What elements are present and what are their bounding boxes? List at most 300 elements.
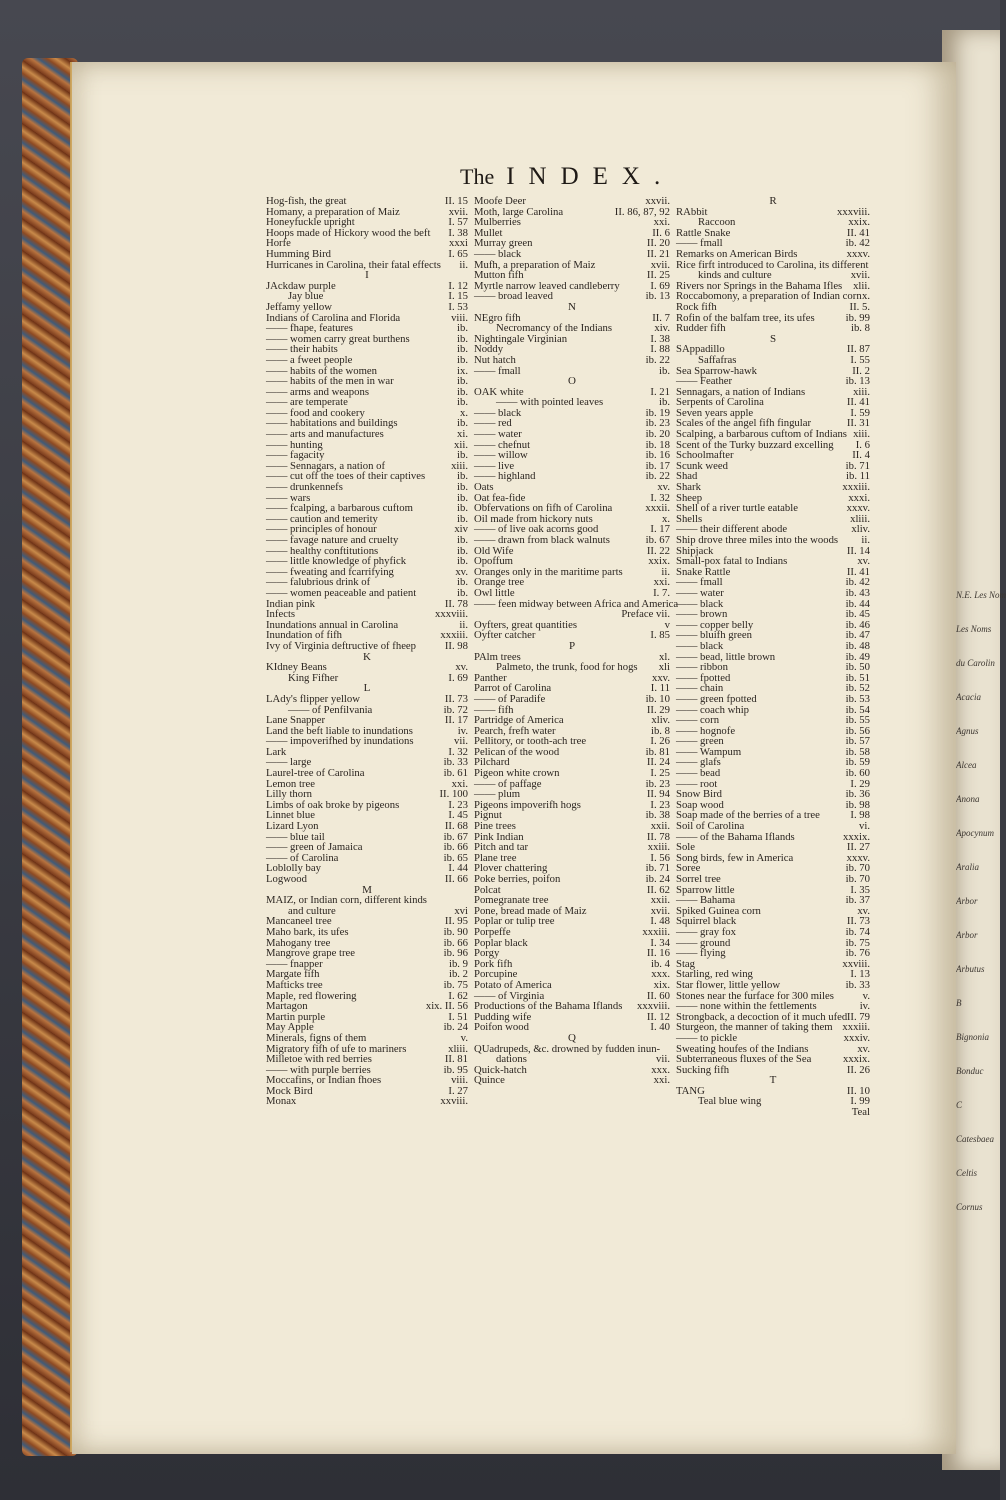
index-entry-page-ref: ib. 19 [645, 406, 670, 419]
index-entry-page-ref: II. 78 [646, 830, 670, 843]
index-entry-term: Maho bark, its ufes [266, 925, 349, 938]
index-entry-page-ref: xvii. [448, 205, 468, 218]
index-entry-page-ref: ib. 65 [443, 851, 468, 864]
index-entry-page-ref: ib. [457, 555, 468, 568]
index-entry-page-ref: ib. 13 [845, 375, 870, 388]
index-letter-heading: O [568, 375, 576, 388]
index-entry-term: Lizard Lyon [266, 820, 319, 833]
index-entry-page-ref: xv. [455, 661, 468, 674]
index-entry [266, 535, 468, 546]
index-entry-term: Soree [676, 862, 701, 875]
index-entry-term: Rock fifh [676, 300, 717, 313]
index-entry-page-ref: xxx. [651, 1063, 670, 1076]
index-entry-term: MAIZ, or Indian corn, different kinds [266, 894, 427, 907]
index-entry-term: —— their habits [266, 343, 338, 356]
index-entry-term: Humming Bird [266, 247, 332, 260]
index-entry-page-ref: ib. 36 [845, 788, 870, 801]
index-entry-page-ref: vii. [656, 1053, 670, 1066]
index-entry-term: —— green of Jamaica [266, 841, 363, 854]
index-entry-page-ref: I. 59 [850, 406, 870, 419]
index-entry-term: Starling, red wing [676, 968, 753, 981]
index-entry-term: Palmeto, the trunk, food for hogs [496, 661, 638, 674]
index-entry-term: —— feen midway between Africa and America [474, 597, 679, 610]
index-entry-page-ref: ib. 52 [845, 682, 870, 695]
index-entry-term: Pearch, frefh water [474, 724, 556, 737]
index-entry-term: King Fifher [288, 671, 339, 684]
index-letter-heading: K [363, 650, 371, 663]
index-entry-term: JAckdaw purple [266, 279, 336, 292]
index-entry-page-ref: xl. [659, 650, 670, 663]
index-entry-term: Serpents of Carolina [676, 396, 764, 409]
index-entry-page-ref: ib. 72 [443, 703, 468, 716]
index-entry-term: Soil of Carolina [676, 820, 745, 833]
title-word: INDEX. [506, 163, 675, 190]
index-entry-page-ref: xxviii. [842, 957, 870, 970]
index-entry-page-ref: ib. 67 [443, 830, 468, 843]
index-entry-page-ref: I. 69 [448, 671, 468, 684]
index-entry-page-ref: II. 4 [852, 449, 870, 462]
index-entry-page-ref: II. 10 [846, 1084, 870, 1097]
index-entry-term: —— wars [266, 491, 311, 504]
index-entry [474, 874, 670, 885]
index-entry-page-ref: II. 12 [646, 1010, 670, 1023]
index-entry-page-ref: xv. [657, 481, 670, 494]
index-entry-term: Moofe Deer [474, 195, 526, 207]
index-entry-term: May Apple [266, 1021, 314, 1034]
index-entry-page-ref: ib. [457, 586, 468, 599]
index-entry-term: Mulberries [474, 216, 521, 229]
index-entry-term: —— coach whip [676, 703, 750, 716]
index-entry-page-ref: xi. [457, 428, 468, 441]
index-entry-term: —— water [676, 586, 724, 599]
index-entry-term: Moth, large Carolina [474, 205, 564, 218]
index-entry [474, 927, 670, 938]
index-entry-page-ref: Preface vii. [621, 608, 670, 621]
index-entry-page-ref: xv. [857, 904, 870, 917]
index-entry-page-ref: II. 73 [846, 915, 870, 928]
index-entry [676, 535, 870, 546]
index-entry-term: Polcat [474, 883, 501, 896]
index-entry [676, 588, 870, 599]
index-entry [474, 1075, 670, 1086]
index-entry-page-ref: xxix. [848, 216, 870, 229]
index-entry-term: —— black [676, 639, 724, 652]
index-entry-term: —— fhape, features [266, 322, 353, 335]
index-entry-page-ref: ib. 24 [645, 873, 670, 885]
index-entry-page-ref: xxxiv. [843, 1031, 870, 1044]
index-entry-page-ref: viii. [451, 311, 468, 324]
index-entry-page-ref: xxi. [653, 576, 670, 589]
index-entry-page-ref: xliii. [448, 1042, 468, 1055]
index-entry-term: kinds and culture [698, 269, 772, 282]
margin-note: N.E. Les Nom [956, 590, 1006, 600]
index-entry-page-ref: ib. 70 [845, 873, 870, 885]
index-entry-page-ref: xxxviii. [637, 1000, 670, 1013]
index-entry-term: —— bead [676, 767, 721, 780]
index-entry [266, 874, 468, 885]
index-entry [676, 482, 870, 493]
index-entry-term: Mancaneel tree [266, 915, 332, 928]
index-entry-page-ref: I. 85 [650, 629, 670, 642]
index-entry [676, 694, 870, 705]
index-entry-page-ref: I. 51 [448, 1010, 468, 1023]
index-entry-term: Sucking fifh [676, 1063, 730, 1076]
index-entry-term: dations [496, 1053, 527, 1066]
index-entry-page-ref: ib. 11 [846, 470, 870, 483]
index-entry-term: Sturgeon, the manner of taking them [676, 1021, 833, 1034]
index-entry-term: Lilly thorn [266, 788, 313, 801]
index-entry-term: Poke berries, poifon [474, 873, 561, 885]
index-entry-page-ref: I. 53 [448, 300, 468, 313]
index-entry-term: Remarks on American Birds [676, 247, 798, 260]
index-entry-term: Scunk weed [676, 459, 728, 472]
index-entry-page-ref: ib. 44 [845, 597, 870, 610]
index-entry-page-ref: ib. 4 [650, 957, 670, 970]
index-entry-term: Pignut [474, 809, 502, 822]
index-entry-term: —— green fpotted [676, 692, 757, 705]
index-entry-page-ref: II. 5. [849, 300, 870, 313]
index-entry-term: —— habitations and buildings [266, 417, 398, 430]
index-entry-page-ref: xxv. [651, 671, 670, 684]
index-entry [474, 471, 670, 482]
index-entry-page-ref: I. 11 [650, 682, 670, 695]
index-entry-term: TANG [676, 1084, 705, 1097]
index-entry-term: Inundation of fifh [266, 629, 342, 642]
index-entry-term: —— fmall [676, 576, 723, 589]
index-entry-page-ref: ib. 23 [645, 417, 670, 430]
index-letter-heading: T [769, 1074, 777, 1087]
index-entry-page-ref: ib. 8 [650, 724, 670, 737]
index-entry-page-ref: I. 12 [448, 279, 468, 292]
index-entry-term: —— of paffage [474, 777, 542, 790]
index-entry-page-ref: I. 40 [650, 1021, 670, 1034]
index-entry [676, 1107, 870, 1118]
index-entry-term: —— fweating and fcarrifying [266, 565, 394, 578]
index-entry-page-ref: ib. [659, 396, 670, 409]
index-entry-term: Moccafins, or Indian fhoes [266, 1074, 382, 1087]
index-entry-page-ref: ib. 71 [645, 862, 670, 875]
index-entry-page-ref: xxxi [448, 237, 468, 250]
index-entry-page-ref: ib. 45 [845, 608, 870, 621]
index-entry-term: —— fnapper [266, 957, 323, 970]
index-entry [266, 588, 468, 599]
index-entry-term: PAlm trees [474, 650, 521, 663]
index-entry-page-ref: ib. 60 [845, 767, 870, 780]
index-entry [474, 980, 670, 991]
index-entry-term: Ship drove three miles into the woods [676, 534, 839, 546]
index-entry-page-ref: I. 55 [850, 353, 870, 366]
index-entry-page-ref: ib. 51 [845, 671, 870, 684]
index-letter-heading: L [363, 682, 371, 695]
index-entry-page-ref: xiii. [853, 428, 870, 441]
index-entry-term: Monax [266, 1095, 297, 1108]
margin-note: B [956, 998, 962, 1008]
index-entry-term: Productions of the Bahama Iflands [474, 1000, 623, 1013]
index-entry-term: —— drunkennefs [266, 481, 343, 494]
index-entry-term: Shell of a river turtle eatable [676, 502, 798, 515]
index-entry-page-ref: ib. 22 [645, 470, 670, 483]
index-entry-page-ref: ib. [457, 491, 468, 504]
index-entry [474, 196, 670, 207]
index-entry [474, 334, 670, 345]
index-entry-term: —— water [474, 428, 522, 441]
index-entry-term: —— hunting [266, 438, 323, 451]
index-entry-page-ref: ib. 70 [845, 862, 870, 875]
index-entry-term: —— of the Bahama Iflands [676, 830, 795, 843]
index-entry-term: Song birds, few in America [676, 851, 794, 864]
index-entry-term: Oyfters, great quantities [474, 618, 577, 631]
index-entry-page-ref: ib. 59 [845, 756, 870, 769]
index-entry-term: Noddy [474, 343, 504, 356]
index-entry [474, 694, 670, 705]
index-entry-page-ref: I. 98 [850, 809, 870, 822]
index-entry-page-ref: xliv. [651, 714, 670, 727]
index-entry-term: Small-pox fatal to Indians [676, 555, 788, 568]
index-entry-page-ref: xxxviii. [435, 608, 468, 621]
index-entry-page-ref: xxxviii. [837, 205, 870, 218]
index-entry-page-ref: ib. [457, 544, 468, 557]
index-entry-page-ref: I. 48 [650, 915, 670, 928]
index-entry [676, 874, 870, 885]
index-entry-page-ref: ib. 9 [448, 957, 468, 970]
index-entry-page-ref: xvii. [650, 904, 670, 917]
index-entry-page-ref: xxi. [653, 1074, 670, 1087]
index-entry-page-ref: I. 35 [850, 883, 870, 896]
index-entry-page-ref: I. 62 [448, 989, 468, 1002]
index-entry-term: and culture [288, 904, 336, 917]
index-entry-term: Snake Rattle [676, 565, 731, 578]
index-entry-term: Migratory fifh of ufe to mariners [266, 1042, 407, 1055]
index-entry-page-ref: ib. 13 [645, 290, 670, 303]
index-entry-term: Honeyfuckle upright [266, 216, 355, 229]
index-entry [676, 948, 870, 959]
index-entry-term: —— fmall [676, 237, 723, 250]
index-entry-page-ref: xlii. [853, 279, 870, 292]
index-entry [676, 853, 870, 864]
margin-note: Aralia [956, 862, 980, 872]
index-entry-term: —— Sennagars, a nation of [266, 459, 386, 472]
index-entry [266, 1096, 468, 1107]
index-entry-page-ref: xv. [857, 555, 870, 568]
index-entry-page-ref: ib. [457, 512, 468, 525]
index-entry-term: Oranges only in the maritime parts [474, 565, 623, 578]
index-entry-page-ref: ib. [457, 576, 468, 589]
index-entry-page-ref: ib. 20 [645, 428, 670, 441]
index-entry-term: —— black [676, 597, 724, 610]
index-letter-heading: S [769, 332, 777, 345]
index-entry-term: Porpeffe [474, 925, 511, 938]
index-entry-term: Homany, a preparation of Maiz [266, 205, 400, 218]
margin-note: Acacia [956, 692, 981, 702]
index-entry [266, 694, 468, 705]
index-entry-term: Potato of America [474, 978, 552, 991]
index-letter-heading: Q [568, 1031, 576, 1044]
index-entry [266, 355, 468, 366]
margin-note: Arbor [956, 930, 978, 940]
index-entry-page-ref: xxxiii. [642, 925, 670, 938]
index-entry-term: Ivy of Virginia deftructive of fheep [266, 639, 417, 652]
index-entry-page-ref: II. 79 [846, 1010, 870, 1023]
index-entry-term: Rofin of the balfam tree, its ufes [676, 311, 815, 324]
margin-note: C [956, 1100, 963, 1110]
index-entry-page-ref: xxxv. [846, 851, 870, 864]
index-entry-page-ref: ib. 46 [845, 618, 870, 631]
index-entry-term: —— women peaceable and patient [266, 586, 417, 599]
index-entry-page-ref: ii. [861, 534, 870, 546]
index-entry-page-ref: II. 15 [444, 195, 468, 207]
margin-note: Cornus [956, 1202, 983, 1212]
index-entry-page-ref: ib. [457, 353, 468, 366]
index-entry-term: —— arms and weapons [266, 385, 369, 398]
index-entry-term: Quick-hatch [474, 1063, 527, 1076]
index-entry-page-ref: xxxiii. [842, 1021, 870, 1034]
index-entry [266, 927, 468, 938]
index-entry-page-ref: xvii. [650, 258, 670, 271]
index-entry-term: Sennagars, a nation of Indians [676, 385, 806, 398]
index-entry-term: —— chain [676, 682, 724, 695]
index-entry-page-ref: ib. 8 [850, 322, 870, 335]
index-entry-page-ref: II. 62 [646, 883, 670, 896]
index-entry-term: Saffafras [698, 353, 737, 366]
index-entry-term: —— fagacity [266, 449, 325, 462]
index-entry-term: —— a fweet people [266, 353, 353, 366]
index-entry-term: Rice firft introduced to Carolina, its different [676, 258, 869, 271]
index-entry-page-ref: xxx. [651, 968, 670, 981]
index-entry-page-ref: ib. [457, 332, 468, 345]
index-entry [266, 249, 468, 260]
index-entry-term: Mafticks tree [266, 978, 323, 991]
index-entry [474, 217, 670, 228]
index-entry-page-ref: II. 78 [444, 597, 468, 610]
index-entry-term: Old Wife [474, 544, 514, 557]
index-entry-term: Margate fifh [266, 968, 320, 981]
index-entry-page-ref: ib. 61 [443, 767, 468, 780]
index-entry-term: —— healthy conftitutions [266, 544, 379, 557]
index-entry-page-ref: II. 81 [444, 1053, 468, 1066]
index-entry-page-ref: I. 15 [448, 290, 468, 303]
index-entry-term: —— highland [474, 470, 536, 483]
index-entry-page-ref: II. 29 [646, 703, 670, 716]
index-entry-page-ref: xv. [857, 1042, 870, 1055]
margin-note: Celtis [956, 1168, 978, 1178]
index-entry-term: Spiked Guinea corn [676, 904, 761, 917]
index-entry-term: Poifon wood [474, 1021, 529, 1034]
index-entry-page-ref: ib. 18 [645, 438, 670, 451]
index-entry-term: Rattle Snake [676, 226, 731, 239]
index-entry-page-ref: xli [658, 661, 670, 674]
margin-note: Arbor [956, 896, 978, 906]
index-entry-term: Pellitory, or tooth-ach tree [474, 735, 587, 748]
index-entry-term: Pelican of the wood [474, 745, 560, 758]
index-entry-page-ref: ib. 95 [443, 1063, 468, 1076]
index-entry [676, 641, 870, 652]
index-letter-heading: N [568, 300, 576, 313]
index-entry-page-ref: xxix. [648, 555, 670, 568]
index-entry-page-ref: I. 32 [448, 745, 468, 758]
margin-note: Bignonia [956, 1032, 989, 1042]
index-entry-page-ref: v [664, 618, 670, 631]
index-entry-term: Pone, bread made of Maiz [474, 904, 587, 917]
index-entry-term: Horfe [266, 237, 291, 250]
index-entry-page-ref: II. 41 [846, 565, 870, 578]
index-entry-term: Pudding wife [474, 1010, 532, 1023]
margin-note: Agnus [956, 726, 979, 736]
index-entry-term: Myrtle narrow leaved candleberry [474, 279, 620, 292]
index-entry-term: Plane tree [474, 851, 517, 864]
title-article: The [460, 164, 495, 189]
index-entry-page-ref: II. 27 [846, 841, 870, 854]
index-entry-page-ref: ib. 47 [845, 629, 870, 642]
index-entry-term: —— bead, little brown [676, 650, 776, 663]
index-entry-term: Linnet blue [266, 809, 315, 822]
index-entry-page-ref: ib. 54 [845, 703, 870, 716]
index-entry-page-ref: ii. [459, 258, 468, 271]
index-entry-term: Pigeon white crown [474, 767, 560, 780]
index-entry-page-ref: ib. [659, 364, 670, 377]
index-entry-term: QUadrupeds, &c. drowned by fudden inun- [474, 1042, 661, 1055]
index-entry-term: Schoolmafter [676, 449, 734, 462]
index-entry-page-ref: xxviii. [440, 1095, 468, 1108]
index-entry-page-ref: v. [460, 1031, 468, 1044]
index-entry-term: —— habits of the men in war [266, 375, 394, 388]
index-entry-term: —— fifh [474, 703, 514, 716]
index-entry-term: —— to pickle [676, 1031, 738, 1044]
index-entry-page-ref: ib. [457, 481, 468, 494]
index-entry-term: Porgy [474, 947, 500, 960]
index-entry-page-ref: ib. 33 [443, 756, 468, 769]
index-entry-term: —— habits of the women [266, 364, 378, 377]
index-entry-term: —— copper belly [676, 618, 754, 631]
index-entry-term: Pitch and tar [474, 841, 529, 854]
index-entry-term: Sole [676, 841, 696, 854]
index-entry-term: —— fcalping, a barbarous cuftom [266, 502, 413, 515]
index-entry-page-ref: II. 41 [846, 226, 870, 239]
index-entry-page-ref: x. [459, 406, 468, 419]
index-entry [676, 927, 870, 938]
index-entry-term: Porcupine [474, 968, 518, 981]
index-entry-term: —— black [474, 247, 522, 260]
index-entry-term: —— fmall [474, 364, 521, 377]
index-entry-term: Oyfter catcher [474, 629, 536, 642]
index-entry-term: Rivers nor Springs in the Bahama Ifles [676, 279, 843, 292]
index-entry-page-ref: II. 41 [846, 396, 870, 409]
index-entry-term: Shells [676, 512, 703, 525]
index-entry-page-ref: I. 56 [650, 851, 670, 864]
index-entry-page-ref: ib. 10 [645, 692, 670, 705]
index-entry-term: —— brown [676, 608, 728, 621]
index-entry-page-ref: I. 26 [650, 735, 670, 748]
index-entry [676, 461, 870, 472]
index-entry-page-ref: xix. [653, 978, 670, 991]
index-entry-page-ref: II. 68 [444, 820, 468, 833]
index-entry-term: —— root [676, 777, 718, 790]
index-entry [676, 503, 870, 514]
index-entry-page-ref: II. 25 [646, 269, 670, 282]
index-entry-page-ref: ib. 75 [845, 936, 870, 949]
index-entry [676, 832, 870, 843]
index-entry-page-ref: ib. 48 [845, 639, 870, 652]
index-entry-term: Loblolly bay [266, 862, 321, 875]
index-letter-heading: P [568, 639, 576, 652]
index-entry-page-ref: I. 23 [448, 798, 468, 811]
index-entry-page-ref: II. 95 [444, 915, 468, 928]
index-entry-page-ref: xxi. [653, 216, 670, 229]
index-entry-page-ref: xxii. [650, 894, 670, 907]
index-entry-term: Indian pink [266, 597, 315, 610]
margin-note: Bonduc [956, 1066, 984, 1076]
index-entry-term: Teal blue wing [698, 1095, 762, 1108]
index-entry-page-ref: II. 24 [646, 756, 670, 769]
